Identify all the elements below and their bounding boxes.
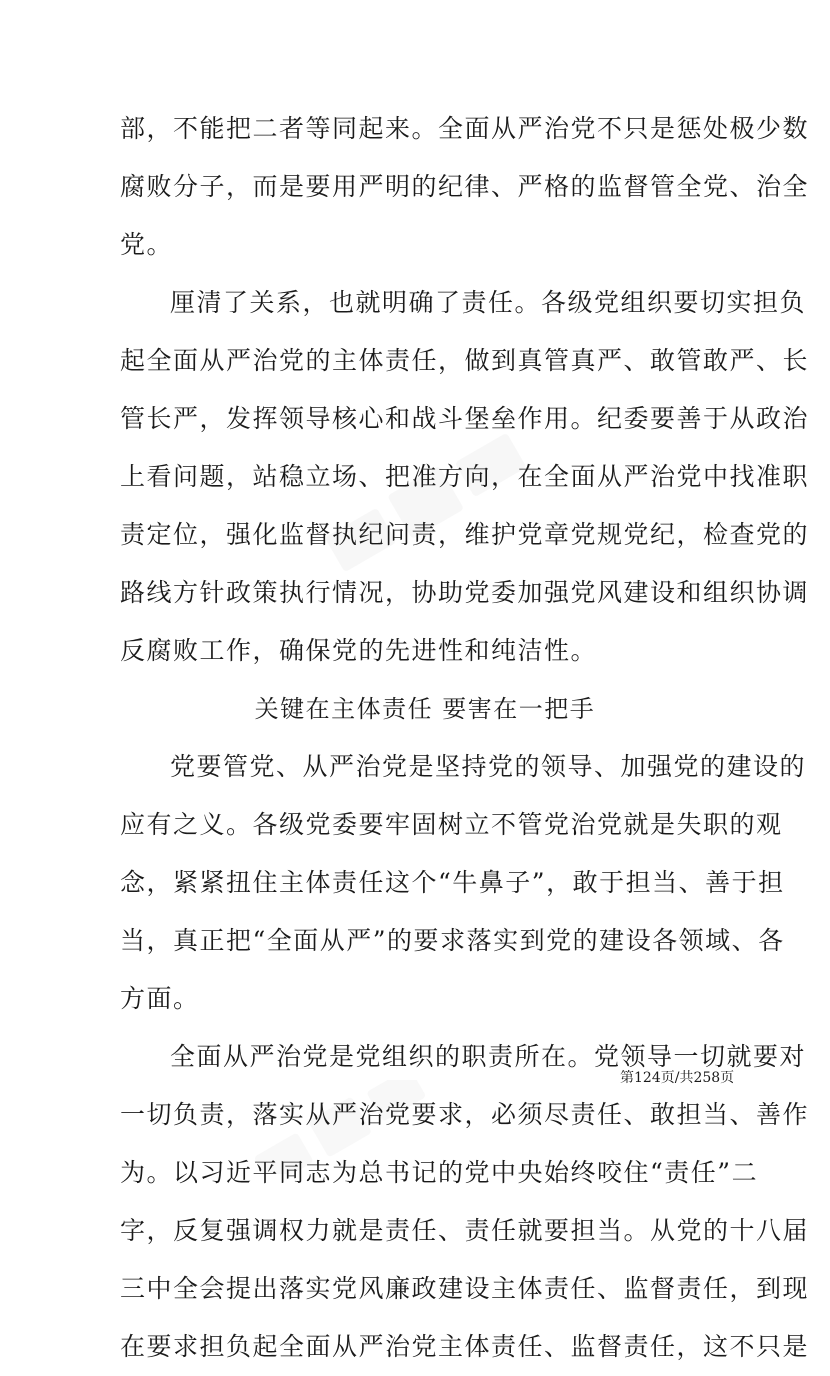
text-line: 字，反复强调权力就是责任、责任就要担当。从党的十八届: [120, 1216, 810, 1245]
paragraph: [120, 738, 807, 1028]
text-line: 党要管党、从严治党是坚持党的领导、加强党的建设的: [170, 752, 807, 781]
paragraph: [120, 100, 810, 274]
text-line: 责定位，强化监督执纪问责，维护党章党规党纪，检查党的: [120, 520, 810, 549]
document-body: [120, 100, 810, 1376]
text-line: 管长严，发挥领导核心和战斗堡垒作用。纪委要善于从政治: [120, 404, 810, 433]
paragraph: [120, 1028, 810, 1376]
text-line: 起全面从严治党的主体责任，做到真管真严、敢管敢严、长: [120, 346, 810, 375]
text-line: 反腐败工作，确保党的先进性和纯洁性。: [120, 636, 598, 665]
text-line: 三中全会提出落实党风廉政建设主体责任、监督责任，到现: [120, 1274, 810, 1303]
page-number: 第124页/共258页: [620, 1070, 735, 1086]
text-line: 一切负责，落实从严治党要求，必须尽责任、敢担当、善作: [120, 1100, 810, 1129]
text-line: 党。: [120, 230, 174, 259]
section-heading: 关键在主体责任 要害在一把手: [254, 695, 596, 723]
paragraph: [120, 274, 810, 680]
text-line: 腐败分子，而是要用严明的纪律、严格的监督管全党、治全: [120, 172, 810, 201]
text-line: 在要求担负起全面从严治党主体责任、监督责任，这不只是: [120, 1332, 810, 1361]
text-line: 路线方针政策执行情况，协助党委加强党风建设和组织协调: [120, 578, 810, 607]
text-line: 当，真正把“全面从严”的要求落实到党的建设各领域、各: [120, 926, 785, 955]
text-line: 全面从严治党是党组织的职责所在。党领导一切就要对: [170, 1042, 807, 1071]
text-line: 厘清了关系，也就明确了责任。各级党组织要切实担负: [170, 288, 807, 317]
text-line: 念，紧紧扭住主体责任这个“牛鼻子”，敢于担当、善于担: [120, 868, 785, 897]
text-line: 应有之义。各级党委要牢固树立不管党治党就是失职的观: [120, 810, 783, 839]
text-line: 部，不能把二者等同起来。全面从严治党不只是惩处极少数: [120, 114, 810, 143]
text-line: 方面。: [120, 984, 200, 1013]
text-line: 上看问题，站稳立场、把准方向，在全面从严治党中找准职: [120, 462, 810, 491]
text-line: 为。以习近平同志为总书记的党中央始终咬住“责任”二: [120, 1158, 759, 1187]
